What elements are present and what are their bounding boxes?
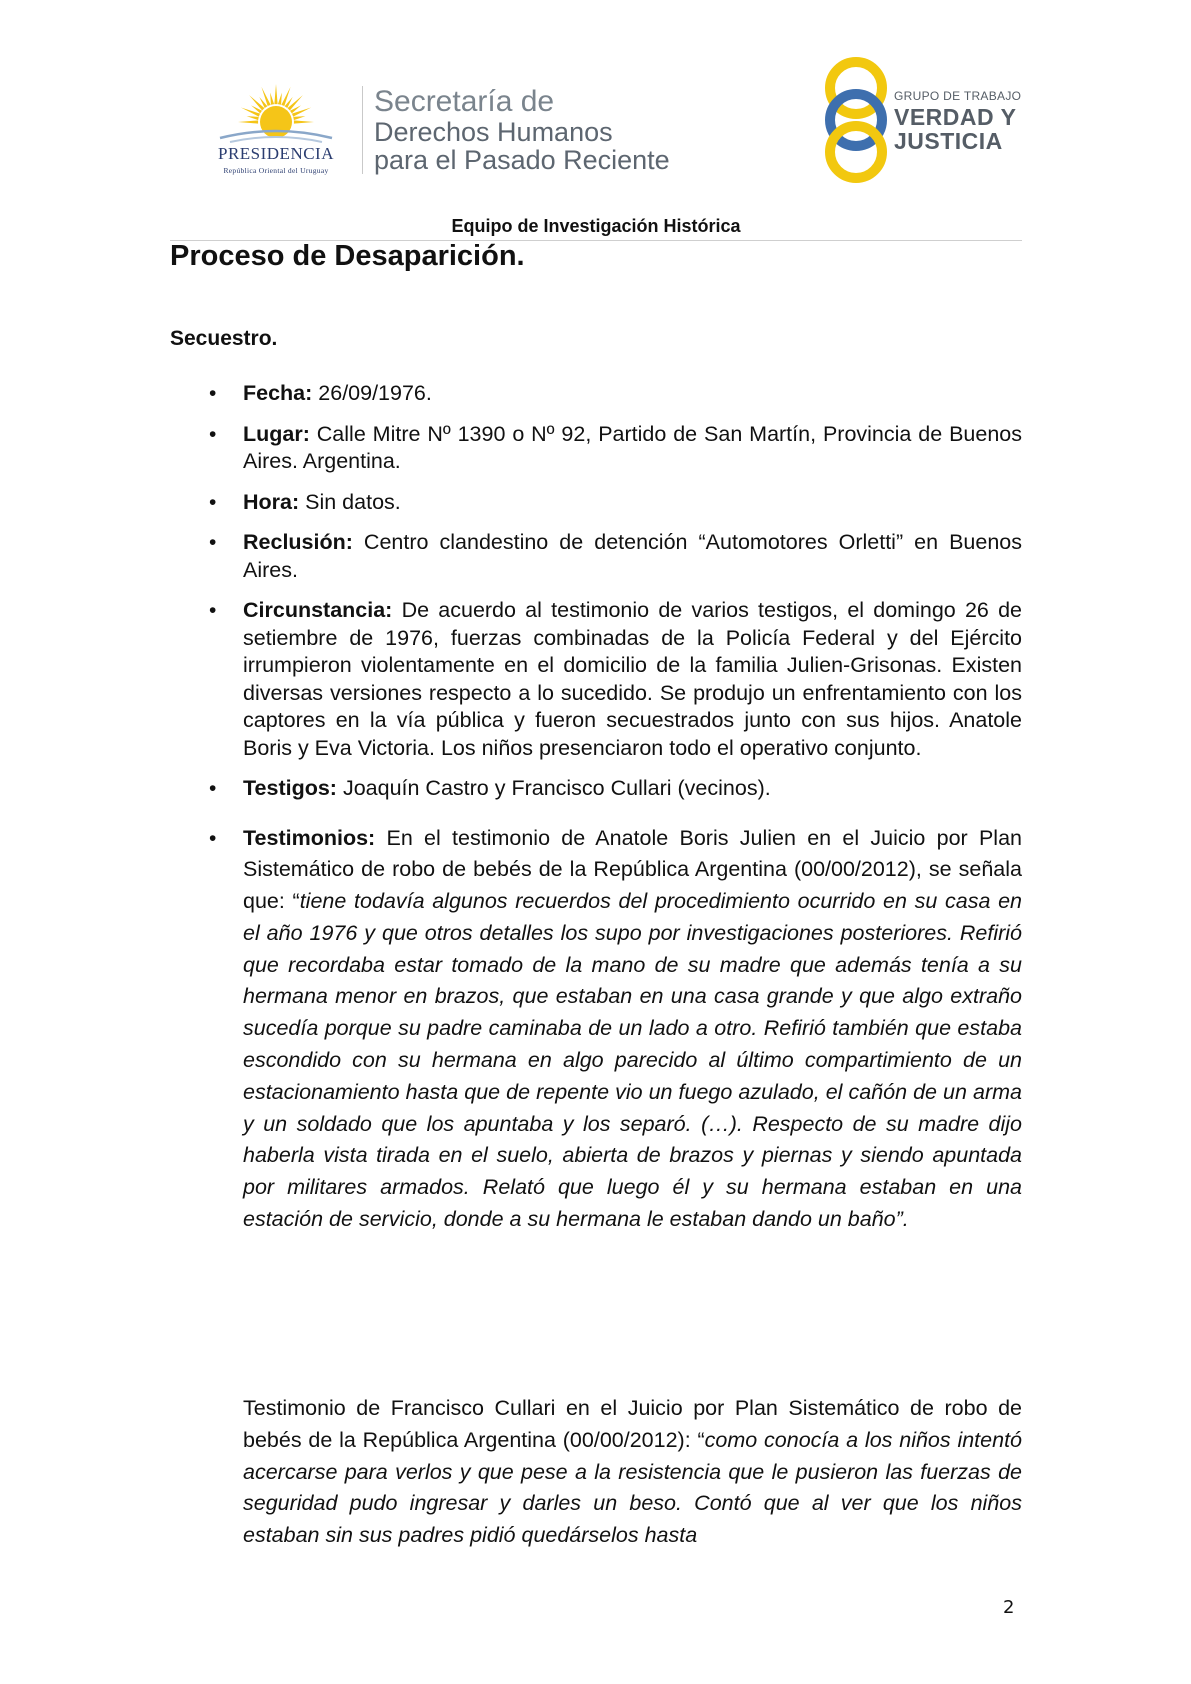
gtvj-small-text: GRUPO DE TRABAJO [894, 89, 1022, 103]
item-label: Hora: [243, 489, 300, 514]
item-text: Sin datos. [299, 489, 401, 514]
list-item-circunstancia [170, 597, 1022, 762]
item-label: Lugar: [243, 421, 310, 446]
bullet-icon: • [209, 826, 217, 850]
team-name: Equipo de Investigación Histórica [451, 216, 741, 236]
bullet-icon: • [209, 599, 217, 622]
item-label: Reclusión: [243, 530, 353, 554]
testimony-paragraph [243, 1393, 1022, 1552]
detail-list [170, 380, 1022, 1249]
item-text: De acuerdo al testimonio de varios testigos, el domingo 26 de setiembre de 1976, fuerzas combinadas de la Policía Federal y del Ejército irrumpieron violentamente en el domicilio de la familia Julien-Grisonas. Existen diversas versiones respecto a lo sucedido. Se produjo un enfrentamiento con los captores en la vía pública y fueron secuestrados junto con sus hijos. Anatole Boris y Eva Victoria. Los niños presenciaron todo el operativo conjunto. [243, 598, 1022, 760]
secretaria-logo-text [374, 86, 670, 174]
item-text: Calle Mitre Nº 1390 o Nº 92, Partido de San Martín, Provincia de Buenos Aires. Argentina. [243, 421, 1022, 473]
document-title: Proceso de Desaparición. [170, 240, 525, 272]
list-item-fecha [170, 380, 1022, 408]
bullet-icon: • [209, 422, 217, 446]
secretaria-line3: para el Pasado Reciente [374, 145, 670, 175]
bullet-icon: • [209, 490, 217, 514]
paragraph-quote: como conocía a los niños intentó acercarse para verlos y que pese a la resistencia que le pusieron las fuerzas de seguridad pudo ingresar y darles un beso. Contó que al ver que los niños estaban sin sus padres pidió quedárselos hasta [243, 1427, 1023, 1548]
list-item-testigos [170, 775, 1022, 803]
sun-icon [196, 82, 356, 146]
list-item-hora [170, 489, 1022, 517]
rings-icon [820, 56, 892, 186]
list-item-testimonios [170, 823, 1022, 1236]
presidencia-name: PRESIDENCIA [217, 144, 334, 163]
gtvj-justicia: JUSTICIA [894, 128, 1003, 154]
item-text: Joaquín Castro y Francisco Cullari (vecinos). [336, 776, 771, 800]
presidencia-subtitle: República Oriental del Uruguay [223, 166, 329, 175]
item-label: Circunstancia: [243, 598, 393, 622]
page-number: 2 [1003, 1597, 1015, 1618]
gtvj-verdad: VERDAD Y [894, 104, 1017, 130]
bullet-icon: • [209, 777, 217, 800]
item-label: Testigos: [243, 776, 337, 800]
secretaria-line2: Derechos Humanos [374, 117, 613, 147]
item-label: Testimonios: [243, 825, 376, 850]
logo-divider [362, 86, 363, 174]
page-header [0, 0, 1191, 236]
testimony-quote: tiene todavía algunos recuerdos del procedimiento ocurrido en su casa en el año 1976 y que otros detalles los supo por investigaciones posteriores. Refirió que recordaba estar tomado de la mano de su madre que además tenía a su hermana menor en brazos, que estaban en una casa grande y que algo extraño sucedía porque su padre caminaba de un lado a otro. Refirió también que estaba escondido con su hermana en algo parecido al último compartimiento de un estacionamiento hasta que de repente vio un fuego azulado, el cañón de un arma y un soldado que los apuntaba y los separó. (…). Respecto de su madre dijo haberla vista tirada en el suelo, abierta de brazos y piernas y siendo apuntada por militares armados. Relató que luego él y su hermana estaban en una estación de servicio, donde a su hermana le estaban dando un baño”. [243, 889, 1022, 1232]
presidencia-logo [196, 82, 356, 182]
bullet-icon: • [209, 382, 217, 405]
item-text: 26/09/1976. [312, 381, 432, 405]
item-label: Fecha: [243, 381, 313, 405]
section-heading: Secuestro. [170, 327, 278, 350]
secretaria-line1: Secretaría de [374, 85, 555, 118]
list-item-lugar [170, 421, 1022, 476]
item-text: En el testimonio de Anatole Boris Julien en el Juicio por Plan Sistemático de robo de bebés de la República Argentina (00/00/2012), se señala que: “ [243, 825, 1022, 914]
paragraph-intro: Testimonio de Francisco Cullari en el Juicio por Plan Sistemático de robo de bebés de la República Argentina (00/00/2012): “ [243, 1396, 1022, 1452]
verdad-justicia-logo [820, 56, 1040, 186]
item-text: Centro clandestino de detención “Automotores Orletti” en Buenos Aires. [243, 530, 1022, 582]
bullet-icon: • [209, 531, 217, 554]
list-item-reclusion [170, 529, 1022, 584]
